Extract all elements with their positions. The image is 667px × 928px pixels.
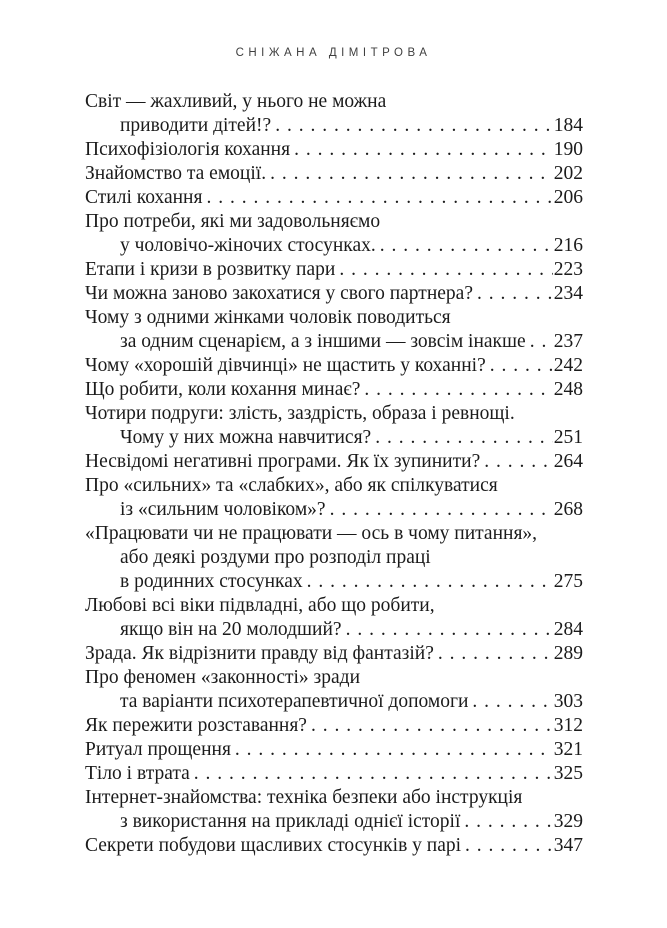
toc-entry-title: Тіло і втрата (85, 763, 190, 784)
toc-entry-title: Чи можна заново закохатися у свого партнера? (85, 283, 473, 304)
toc-line (85, 162, 583, 186)
toc-page-number: 190 (553, 139, 583, 160)
toc-page-number: 202 (553, 163, 583, 184)
dot-leader (206, 186, 552, 210)
toc-entry (85, 378, 583, 402)
toc-page-number: 284 (553, 619, 583, 640)
toc-page-number: 223 (553, 259, 583, 280)
toc-entry-title: у чоловічо-жіночих стосунках. (120, 235, 376, 256)
toc-entry-title: Про потреби, які ми задовольняємо (85, 211, 381, 232)
toc-line (85, 378, 583, 402)
toc-line (85, 450, 583, 474)
toc-line-continuation (85, 546, 583, 570)
toc-line (85, 738, 583, 762)
toc-line (85, 354, 583, 378)
dot-leader (275, 114, 553, 138)
toc-line (85, 186, 583, 210)
toc-entry-title: Секрети побудови щасливих стосунків у парі (85, 835, 462, 856)
dot-leader (484, 450, 553, 474)
dot-leader (235, 738, 553, 762)
toc-page-number: 264 (553, 451, 583, 472)
toc-entry (85, 594, 583, 642)
toc-entry (85, 474, 583, 522)
toc-line (85, 282, 583, 306)
dot-leader (375, 426, 553, 450)
toc-entry (85, 186, 583, 210)
toc-entry-title: в родинних стосунках (120, 571, 303, 592)
toc-line-continuation (85, 114, 583, 138)
toc-line-continuation (85, 570, 583, 594)
toc-page-number: 251 (553, 427, 583, 448)
toc-entry-title: Як пережити розставання? (85, 715, 307, 736)
toc-page-number: 325 (553, 763, 583, 784)
toc-page-number: 234 (553, 283, 583, 304)
toc-entry-title: Про «сильних» та «слабких», або як спілкуватися (85, 475, 498, 496)
toc-line (85, 594, 583, 618)
toc-line-continuation (85, 330, 583, 354)
toc-entry-title: та варіанти психотерапевтичної допомоги (120, 691, 469, 712)
toc-line (85, 90, 583, 114)
toc-line (85, 258, 583, 282)
toc-line (85, 474, 583, 498)
toc-page-number: 347 (553, 835, 583, 856)
toc-entry-title: якщо він на 20 молодший? (120, 619, 342, 640)
toc-entry (85, 666, 583, 714)
toc-entry-title: Стилі кохання (85, 187, 203, 208)
toc-line-continuation (85, 426, 583, 450)
toc-entry-title: Чому з одними жінками чоловік поводиться (85, 307, 451, 328)
toc-entry-title: Що робити, коли кохання минає? (85, 379, 361, 400)
toc-line (85, 786, 583, 810)
toc-entry-title: Зрада. Як відрізнити правду від фантазій? (85, 643, 434, 664)
toc-page-number: 303 (553, 691, 583, 712)
toc-page-number: 289 (553, 643, 583, 664)
toc-page-number: 321 (553, 739, 583, 760)
toc-entry-title: Чому у них можна навчитися? (120, 427, 372, 448)
toc-entry-title: Чому «хорошій дівчинці» не щастить у коханні? (85, 355, 486, 376)
toc-line (85, 762, 583, 786)
toc-page-number: 329 (553, 811, 583, 832)
dot-leader (465, 834, 553, 858)
toc-line (85, 306, 583, 330)
toc-line (85, 642, 583, 666)
toc-entry (85, 138, 583, 162)
toc-entry-title: Любові всі віки підвладні, або що робити, (85, 595, 435, 616)
toc-entry (85, 162, 583, 186)
toc-line-continuation (85, 234, 583, 258)
toc-page-number: 275 (553, 571, 583, 592)
toc-entry (85, 714, 583, 738)
dot-leader (270, 162, 553, 186)
toc-entry-title: за одним сценарієм, а з іншими — зовсім інакше (120, 331, 526, 352)
toc-entry (85, 450, 583, 474)
dot-leader (464, 810, 552, 834)
toc-line (85, 210, 583, 234)
toc-entry (85, 354, 583, 378)
toc-line (85, 834, 583, 858)
dot-leader (530, 330, 553, 354)
toc-line-continuation (85, 618, 583, 642)
dot-leader (438, 642, 553, 666)
toc-entry-title: приводити дітей!? (120, 115, 272, 136)
toc-page-number: 248 (553, 379, 583, 400)
toc-entry (85, 210, 583, 258)
toc-entry-title: «Працювати чи не працювати — ось в чому питання», (85, 523, 538, 544)
toc-page-number: 242 (553, 355, 583, 376)
toc-entry (85, 642, 583, 666)
toc-entry-title: Світ — жахливий, у нього не можна (85, 91, 387, 112)
toc-page-number: 237 (553, 331, 583, 352)
toc-entry-title: з використання на прикладі однієї історії (120, 811, 461, 832)
toc-page-number: 184 (553, 115, 583, 136)
toc-entry-title: Про феномен «законності» зради (85, 667, 360, 688)
dot-leader (346, 618, 553, 642)
toc-line-continuation (85, 810, 583, 834)
dot-leader (194, 762, 553, 786)
toc-entry (85, 738, 583, 762)
dot-leader (472, 690, 552, 714)
toc-entry (85, 762, 583, 786)
toc-entry (85, 834, 583, 858)
toc-entry-title: Психофізіологія кохання (85, 139, 291, 160)
dot-leader (490, 354, 553, 378)
toc-line (85, 714, 583, 738)
toc-line (85, 138, 583, 162)
toc-line (85, 522, 583, 546)
toc-entry (85, 522, 583, 594)
dot-leader (477, 282, 553, 306)
dot-leader (311, 714, 553, 738)
toc-entry-title: Ритуал прощення (85, 739, 231, 760)
toc-entry-title: із «сильним чоловіком»? (120, 499, 326, 520)
toc-entry-title: Знайомство та емоції. (85, 163, 267, 184)
toc-entry-title: Чотири подруги: злість, заздрість, образа і ревнощі. (85, 403, 515, 424)
toc-entry (85, 306, 583, 354)
toc-entry (85, 786, 583, 834)
toc-line (85, 402, 583, 426)
toc-line-continuation (85, 498, 583, 522)
toc-entry-title: Інтернет-знайомства: техніка безпеки або інструкція (85, 787, 523, 808)
toc-page-number: 216 (553, 235, 583, 256)
toc-line (85, 666, 583, 690)
table-of-contents (85, 90, 583, 858)
running-head-author: СНІЖАНА ДІМІТРОВА (235, 47, 432, 59)
dot-leader (330, 498, 553, 522)
toc-entry (85, 258, 583, 282)
toc-entry (85, 282, 583, 306)
toc-entry-title: Несвідомі негативні програми. Як їх зупинити? (85, 451, 481, 472)
dot-leader (364, 378, 552, 402)
dot-leader (307, 570, 553, 594)
dot-leader (380, 234, 553, 258)
toc-page-number: 206 (553, 187, 583, 208)
toc-entry-title: Етапи і кризи в розвитку пари (85, 259, 336, 280)
toc-entry (85, 90, 583, 138)
toc-page-number: 268 (553, 499, 583, 520)
toc-page-number: 312 (553, 715, 583, 736)
toc-entry-title: або деякі роздуми про розподіл праці (120, 547, 431, 568)
dot-leader (294, 138, 553, 162)
dot-leader (339, 258, 552, 282)
toc-entry (85, 402, 583, 450)
toc-line-continuation (85, 690, 583, 714)
